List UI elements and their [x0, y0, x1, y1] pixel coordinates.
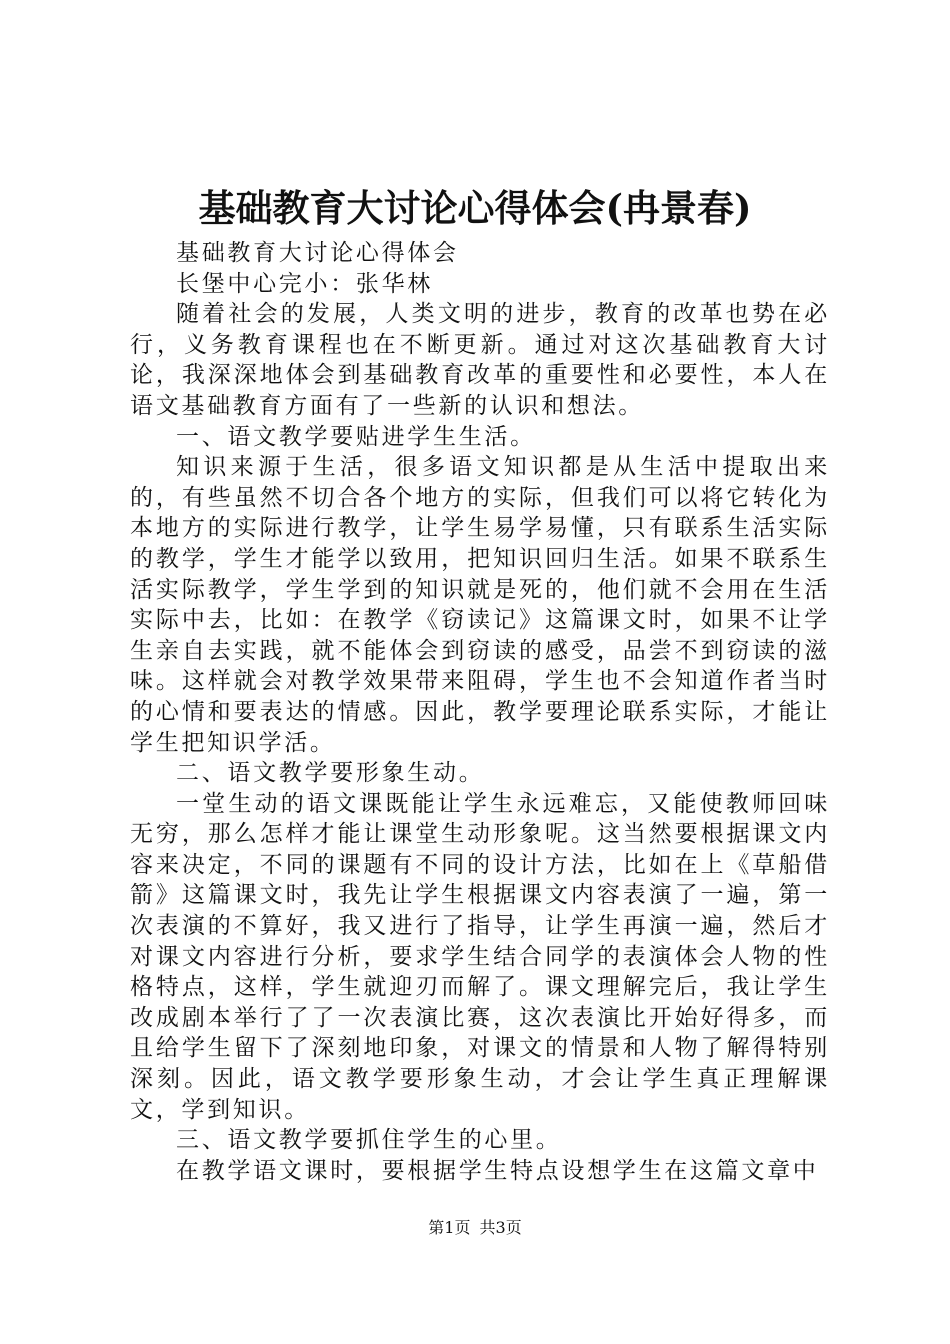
section-heading-1: 一、语文教学要贴进学生生活。: [176, 423, 536, 450]
page-total: 共3页: [479, 1218, 522, 1237]
author-paragraph: 长堡中心完小：张华林: [176, 270, 433, 297]
section-heading-2: 二、语文教学要形象生动。: [176, 760, 485, 787]
document-title: 基础教育大讨论心得体会(冉景春): [198, 186, 752, 230]
subtitle-paragraph: 基础教育大讨论心得体会: [176, 240, 459, 266]
page-footer: [0, 1217, 950, 1239]
section-body-2: 一堂生动的语文课既能让学生永远难忘，又能使教师回味无穷，那么怎样才能让课堂生动形象呢。这当然要根据课文内容来决定，不同的课题有不同的设计方法，比如在上《草船借箭》这篇课文时，我先让学生根据课文内容表演了一遍，第一次表演的不算好，我又进行了指导，让学生再演一遍，然后才对课文内容进行分析，要求学生结合同学的表演体会人物的性格特点，这样，学生就迎刃而解了。课文理解完后，我让学生改成剧本举行了了一次表演比赛，这次表演比开始好得多，而且给学生留下了深刻地印象，对课文的情景和人物了解得特别深刻。因此，语文教学要形象生动，才会让学生真正理解课文，学到知识。: [130, 790, 830, 1123]
intro-paragraph: 随着社会的发展，人类文明的进步，教育的改革也势在必行，义务教育课程也在不断更新。通过对这次基础教育大讨论，我深深地体会到基础教育改革的重要性和必要性，本人在语文基础教育方面有了一些新的认识和想法。: [130, 301, 830, 419]
section-body-3: 在教学语文课时，要根据学生特点设想学生在这篇文章中: [176, 1157, 819, 1184]
section-heading-3: 三、语文教学要抓住学生的心里。: [176, 1127, 562, 1154]
page-number: 第1页: [428, 1218, 471, 1237]
document-body: [130, 238, 830, 1186]
section-body-1: 知识来源于生活，很多语文知识都是从生活中提取出来的，有些虽然不切合各个地方的实际，但我们可以将它转化为本地方的实际进行教学，让学生易学易懂，只有联系生活实际的教学，学生才能学以致用，把知识回归生活。如果不联系生活实际教学，学生学到的知识就是死的，他们就不会用在生活实际中去，比如：在教学《窃读记》这篇课文时，如果不让学生亲自去实践，就不能体会到窃读的感受，品尝不到窃读的滋味。这样就会对教学效果带来阻碍，学生也不会知道作者当时的心情和要表达的情感。因此，教学要理论联系实际，才能让学生把知识学活。: [130, 454, 830, 756]
